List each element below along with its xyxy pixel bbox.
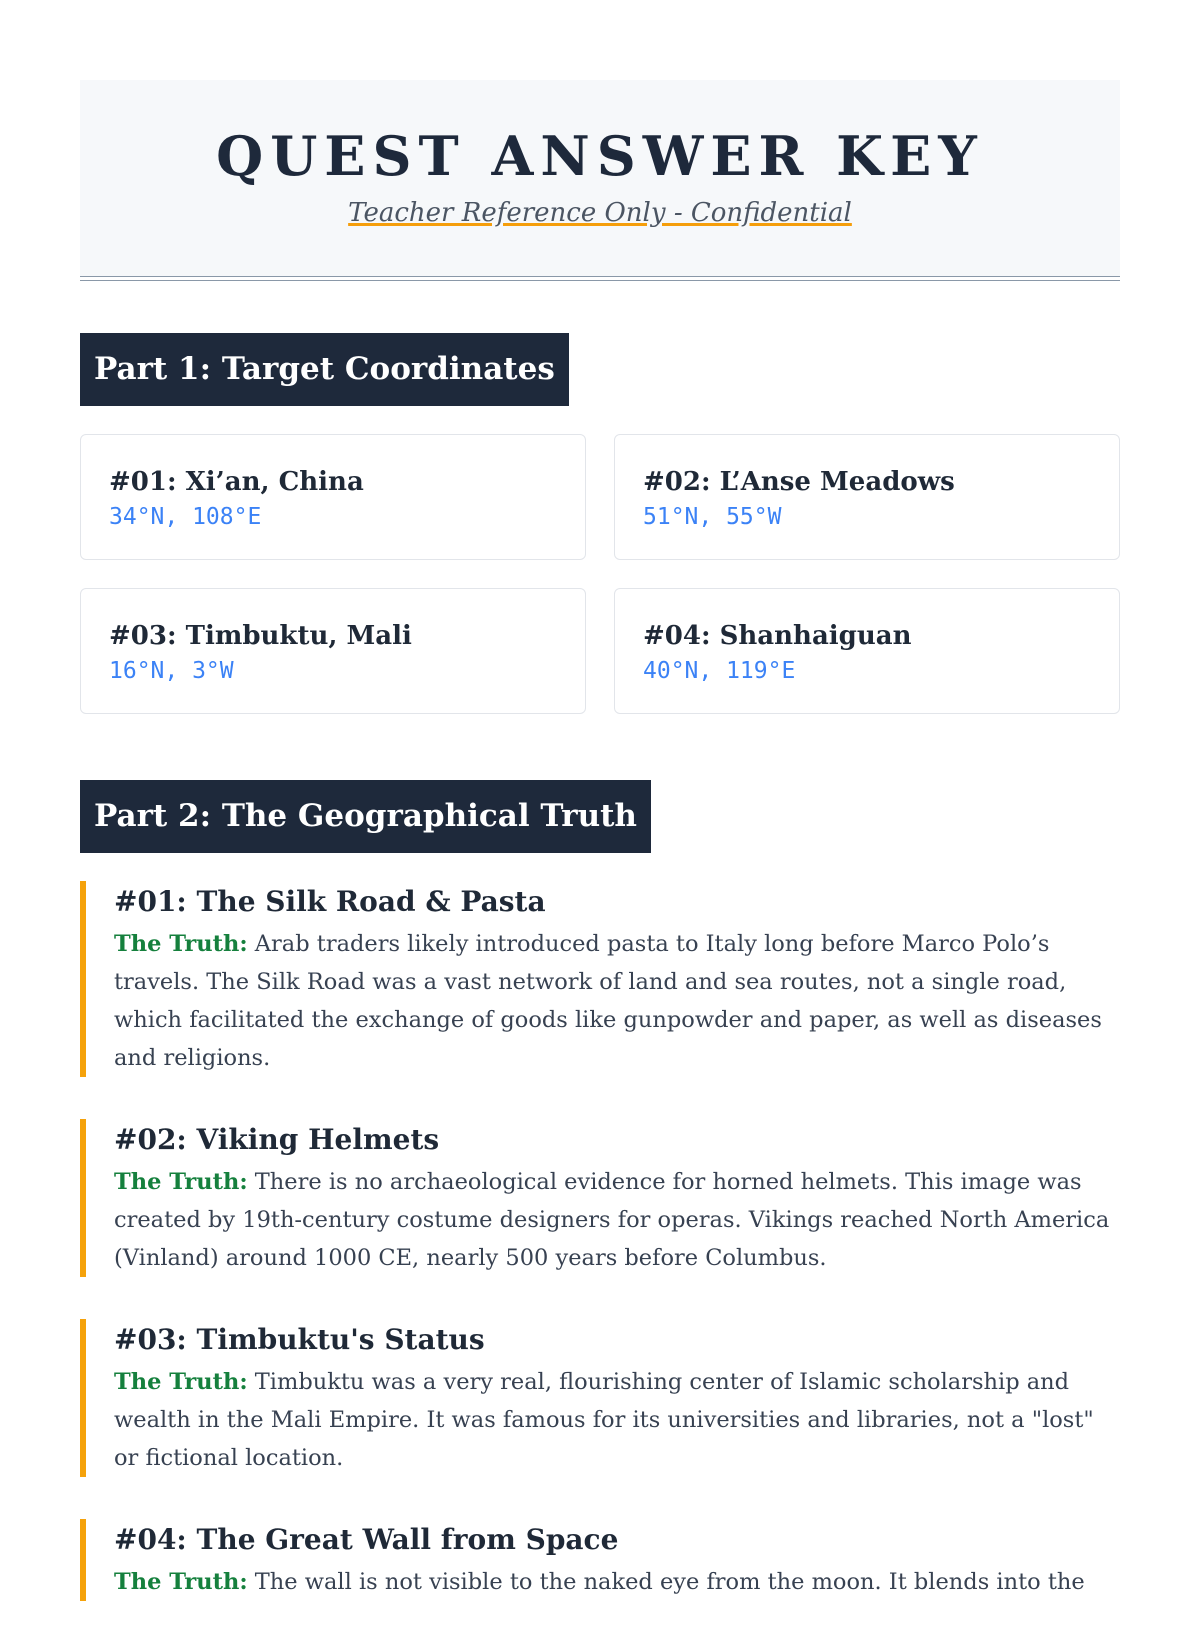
truth-label: The Truth: bbox=[114, 1169, 248, 1195]
location-coordinates: 51°N, 55°W bbox=[643, 504, 782, 530]
answer-key-page bbox=[80, 80, 1120, 1643]
location-card-01 bbox=[80, 434, 586, 560]
truth-body bbox=[114, 1163, 1120, 1277]
section-title-target-coordinates: Part 1: Target Coordinates bbox=[80, 333, 569, 406]
truth-body bbox=[114, 925, 1120, 1077]
location-name: #04: Shanhaiguan bbox=[643, 621, 912, 651]
location-card-03 bbox=[80, 588, 586, 714]
truth-item-04 bbox=[80, 1519, 1120, 1601]
location-name: #01: Xi’an, China bbox=[109, 467, 364, 497]
location-name: #02: L’Anse Meadows bbox=[643, 467, 955, 497]
location-coordinates: 34°N, 108°E bbox=[109, 504, 262, 530]
section-title-geographical-truth: Part 2: The Geographical Truth bbox=[80, 780, 651, 853]
truth-label: The Truth: bbox=[114, 1569, 248, 1595]
truth-title: #03: Timbuktu's Status bbox=[114, 1323, 485, 1356]
document-title: QUEST ANSWER KEY bbox=[216, 124, 984, 188]
truth-text: The wall is not visible to the naked eye from the moon. It blends into the bbox=[254, 1569, 1085, 1595]
document-subtitle bbox=[80, 196, 1120, 230]
location-card-02 bbox=[614, 434, 1120, 560]
truth-text: Timbuktu was a very real, flourishing center of Islamic scholarship and wealth in the Mali Empire. It was famous for its universities and libraries, not a "lost" or fictional location. bbox=[114, 1369, 1094, 1471]
truth-text: Arab traders likely introduced pasta to Italy long before Marco Polo’s travels. The Silk Road was a vast network of land and sea routes, not a single road, which facilitated the exchange of goods like gunpowder and paper, as well as diseases and religions. bbox=[114, 931, 1102, 1071]
location-name: #03: Timbuktu, Mali bbox=[109, 621, 412, 651]
truth-item-02 bbox=[80, 1119, 1120, 1277]
truth-title: #02: Viking Helmets bbox=[114, 1123, 440, 1156]
truth-text: There is no archaeological evidence for horned helmets. This image was created by 19th-century costume designers for operas. Vikings reached North America (Vinland) around 1000 CE, nearly 500 years before Columbus. bbox=[114, 1169, 1110, 1271]
location-coordinates: 16°N, 3°W bbox=[109, 658, 234, 684]
truth-label: The Truth: bbox=[114, 931, 248, 957]
document-header bbox=[80, 80, 1120, 276]
coordinates-grid bbox=[80, 434, 1120, 714]
truth-list bbox=[80, 881, 1120, 1601]
location-card-04 bbox=[614, 588, 1120, 714]
truth-item-03 bbox=[80, 1319, 1120, 1477]
truth-body bbox=[114, 1563, 1120, 1601]
header-divider bbox=[80, 276, 1120, 281]
truth-title: #04: The Great Wall from Space bbox=[114, 1523, 619, 1556]
truth-item-01 bbox=[80, 881, 1120, 1077]
truth-title: #01: The Silk Road & Pasta bbox=[114, 885, 546, 918]
subtitle-text: Teacher Reference Only - Confidential bbox=[348, 198, 852, 228]
truth-label: The Truth: bbox=[114, 1369, 248, 1395]
truth-body bbox=[114, 1363, 1120, 1477]
location-coordinates: 40°N, 119°E bbox=[643, 658, 796, 684]
